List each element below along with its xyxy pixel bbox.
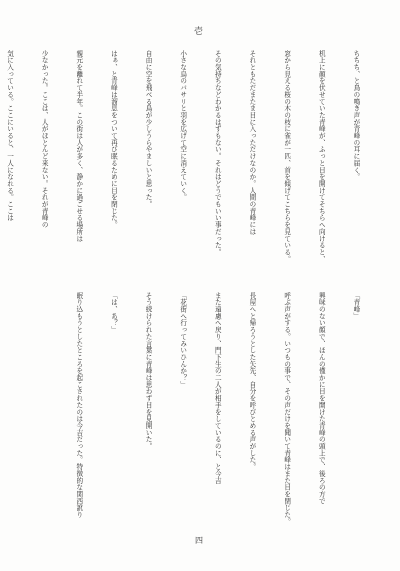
text-line: そう続けられた言葉に青峰は思わず目を見開いた。 xyxy=(144,292,153,450)
running-head: 壱 xyxy=(192,26,202,35)
text-line: 窓から見える桜の木の枝に雀が一匹、首を傾げてこちらを見ている。 xyxy=(282,50,291,263)
text-line: 気に入っている。ここにいると、一人になれる。ここは xyxy=(5,50,14,222)
text-line: また遠慮へ戻り、門下生の二人が相手をしているのに、と今吉 xyxy=(213,292,222,484)
text-line: 少なかった。ここは、人がほとんど来ない。それが青峰の xyxy=(40,50,49,229)
text-line: 興味のない顔で、ほんの僅かに目を開けた青峰の頭上で、後ろの方で xyxy=(317,292,326,505)
text-line: 机上に顔を伏せていた青峰が、ふっと目を開けてそちらへ向けると、 xyxy=(317,50,326,263)
text-block-lower xyxy=(18,292,384,525)
text-line: それともただまたま目に入っただけなのか。人間の青峰には xyxy=(247,50,256,235)
text-line: その気持ちなどわかるはずもない。それはどうでもいい事だった。 xyxy=(213,50,222,256)
text-line: 「は、あ？」 xyxy=(109,292,118,334)
text-line: 長屋へと帰ろうとした矢先、自分を呼びとめる声がした。 xyxy=(247,292,256,471)
text-line: 眠り込もうとしたところを起こされたのは今吉だった。特徴的な関西訛り xyxy=(74,292,83,519)
text-line: 「青峰」 xyxy=(351,292,360,320)
text-line: はぁ、と青峰は溜息をついて再び眠るために目を閉じた。 xyxy=(109,50,118,229)
page-number: 四 xyxy=(195,536,203,545)
text-line: 小さな鳥のバサリと羽を広げて空に消えていく。 xyxy=(178,50,187,201)
text-line: 呼ぶ声がする。いつもの事で、その声だけを聞いて青峰はまた目を閉じた。 xyxy=(282,292,291,525)
text-line: ちちち、と鳥の鳴き声が青峰の耳に届く。 xyxy=(351,50,360,181)
text-line: 親元を離れて半年。この街は人が多く、静かに過ごせる場所は xyxy=(74,50,83,242)
text-line: 自由に空を飛べる鳥が少しうらやましいと思った。 xyxy=(144,50,153,208)
text-line: 「花街へ行ってみいひんか？」 xyxy=(178,292,187,388)
text-block-upper xyxy=(5,50,384,278)
